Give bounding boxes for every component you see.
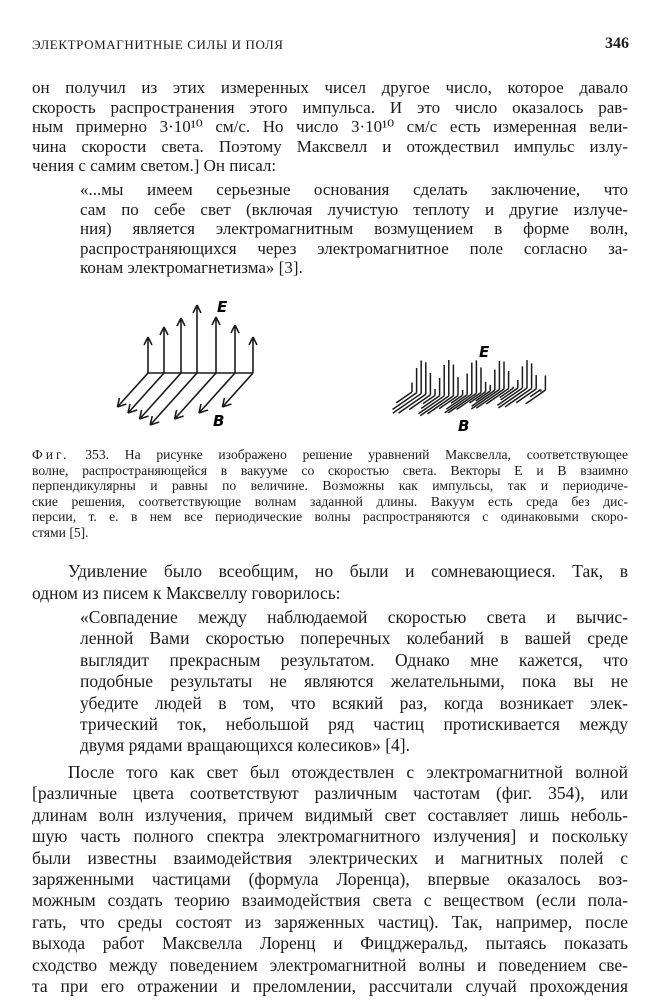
text-line: были известны взаимодействия электрических и магнитных полей с [32,847,628,868]
text-line: После того как свет был отождествлен с электромагнитной волной [68,762,628,782]
running-header: ЭЛЕКТРОМАГНИТНЫЕ СИЛЫ И ПОЛЯ [32,37,284,52]
b-field-stroke [398,394,425,413]
caption-text: 353. На рисунке изображено решение уравнений Максвелла, соответствующее [85,447,628,462]
quote-2 [80,607,628,757]
caption-line: стями [5]. [32,524,89,540]
text-line: Удивление было всеобщим, но были и сомневающиеся. Так, в [68,561,628,581]
paragraph-2 [32,561,628,605]
b-field-stroke [530,389,541,396]
text-line: сходство между поведением электромагнитной волны и поведением све- [32,954,628,975]
text-line: он получил из этих измеренных чисел другое число, которое давало [32,78,628,97]
caption-line: персии, т. е. в нем все периодические волны распространяются с одинаковыми скоро- [32,509,628,525]
b-vector-label-right: B [458,417,470,435]
text-line: та при его отражении и преломлении, рассчитали случай прохождения [32,975,628,996]
page-number: 346 [605,35,629,52]
text-line: убедите людей в том, что всякий раз, когда возникает элек- [80,692,628,713]
text-line: ленной Вами скоростью поперечных колебаний в вашей среде [80,628,628,649]
text-line: конам электромагнетизма» [3]. [80,258,303,277]
text-line: чина скорости света. Поэтому Максвелл и отождествил импульс излу- [32,136,628,156]
b-field-stroke [526,390,546,404]
b-vector-label-left: B [213,412,225,430]
b-vector-arrow [117,373,148,407]
pulse-wave-diagram [117,305,257,425]
text-line: одном из писем к Максвеллу говорилось: [32,582,341,603]
figure-caption [32,447,628,541]
caption-line [32,447,628,463]
text-line: можным создать теорию взаимодействия света с веществом (если пола- [32,890,628,911]
text-line: заряженными частицами (формула Лоренца), впервые оказалось воз- [32,868,628,889]
text-line: распространяющихся через электромагнитное поле согласно за- [80,238,628,258]
text-line: шую часть полного спектра электромагнитного излучения] и поскольку [32,826,628,847]
periodic-wave-diagram [393,360,546,416]
e-vector-label-right: E [479,343,490,361]
caption-line: перпендикулярны и равны по величине. Возможны как импульсы, так и периодиче- [32,478,628,494]
text-line: выглядит прекрасным результатом. Однако мне кажется, что [80,649,628,670]
b-vector-arrow [199,373,235,413]
text-line: [различные цвета соответствуют различным частотам (фиг. 354), или [32,783,628,804]
text-line: ным примерно 3·10¹⁰ см/с. Но число 3·10¹⁰ см/с есть измеренная вели- [32,117,628,136]
text-line: длинам волн излучения, причем видимый свет составляет лишь неболь- [32,804,628,825]
b-vector-arrow [175,373,216,419]
text-line: трический ток, небольшой ряд частиц протискивается между [80,713,628,734]
text-line: скорость распространения этого импульса. И это число оказалось рав- [32,97,628,117]
text-line: подобные результаты не являются желательными, пока вы не [80,671,628,692]
text-line: «...мы имеем серьезные основания сделать заключение, что [80,180,628,199]
text-line: гать, что среды состоят из заряженных частиц). Так, например, после [32,911,628,932]
text-line: выхода работ Максвелла Лоренц и Фицджеральд, пытаясь показать [32,933,628,954]
paragraph-3 [32,762,628,997]
text-line: сам по себе свет (включая лучистую теплоту и другие излуче- [80,199,628,219]
b-vector-arrow [128,373,164,413]
caption-line: ские решения, соответствующие волнам заданной длины. Вакуум есть среда без дис- [32,493,628,509]
text-line: «Совпадение между наблюдаемой скоростью света и вычис- [80,607,628,627]
text-line: двумя рядами вращающихся колесиков» [4]. [80,735,410,756]
caption-prefix: Фиг. [32,447,70,462]
b-vector-arrow [140,373,181,419]
e-vector-label-left: E [217,298,228,316]
text-line: чения с самим светом.] Он писал: [32,156,277,175]
text-line: ния) является электромагнитным возмущением в форме волн, [80,219,628,238]
b-vector-arrow [222,373,253,407]
caption-line: волне, распространяющейся в вакууме со скоростью света. Векторы E и B взаимно [32,462,628,478]
